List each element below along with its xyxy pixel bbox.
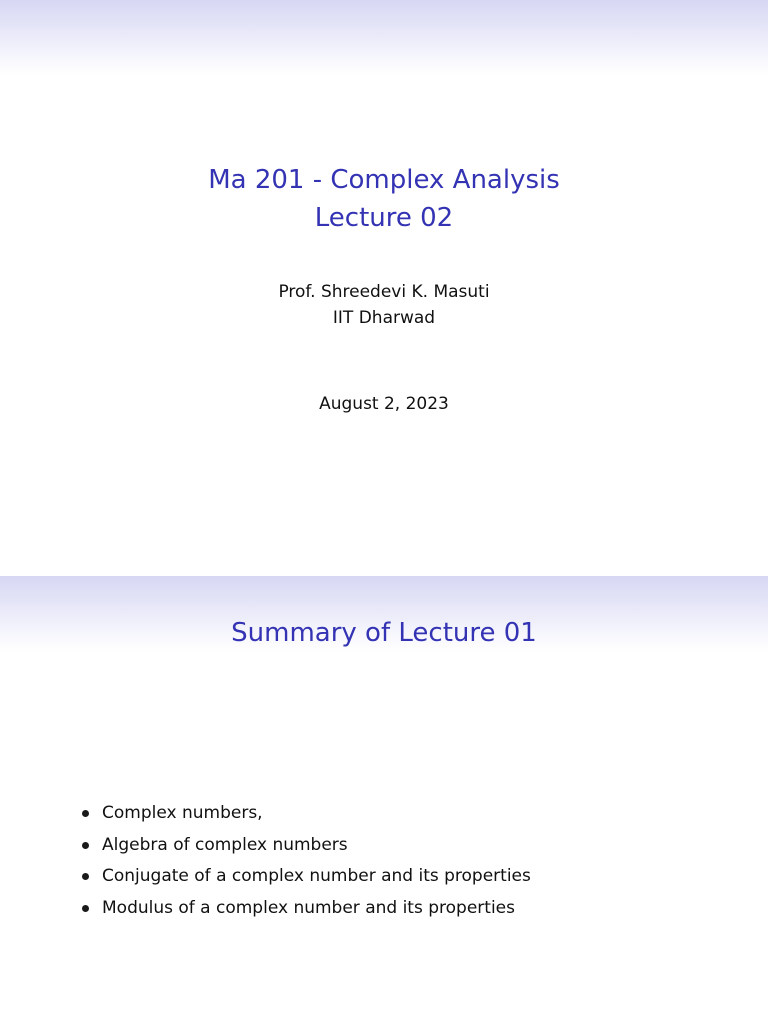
slide-header-band: [0, 0, 768, 76]
bullet-list: [78, 798, 531, 924]
frame-title: Summary of Lecture 01: [231, 618, 537, 648]
slide-title: [0, 161, 768, 237]
institute-name: IIT Dharwad: [332, 308, 436, 328]
author-name: Prof. Shreedevi K. Masuti: [278, 282, 490, 302]
list-item-text: Algebra of complex numbers: [102, 834, 348, 855]
bullet-icon: [82, 842, 89, 849]
title-line-course: Ma 201 - Complex Analysis: [208, 165, 560, 195]
list-item: [78, 861, 531, 893]
list-item-text: Conjugate of a complex number and its properties: [102, 866, 531, 886]
title-line-lecture: Lecture 02: [314, 203, 454, 233]
list-item-text: Complex numbers,: [102, 803, 263, 823]
lecture-date: August 2, 2023: [319, 394, 449, 414]
list-item-text: Modulus of a complex number and its properties: [102, 897, 515, 918]
bullet-icon: [82, 810, 89, 817]
summary-slide: [0, 576, 768, 1024]
list-item: [78, 798, 531, 830]
list-item: [78, 893, 531, 925]
list-item: [78, 830, 531, 862]
bullet-icon: [82, 873, 89, 880]
author-block: [0, 279, 768, 331]
date-block: [0, 391, 768, 417]
bullet-icon: [82, 905, 89, 912]
